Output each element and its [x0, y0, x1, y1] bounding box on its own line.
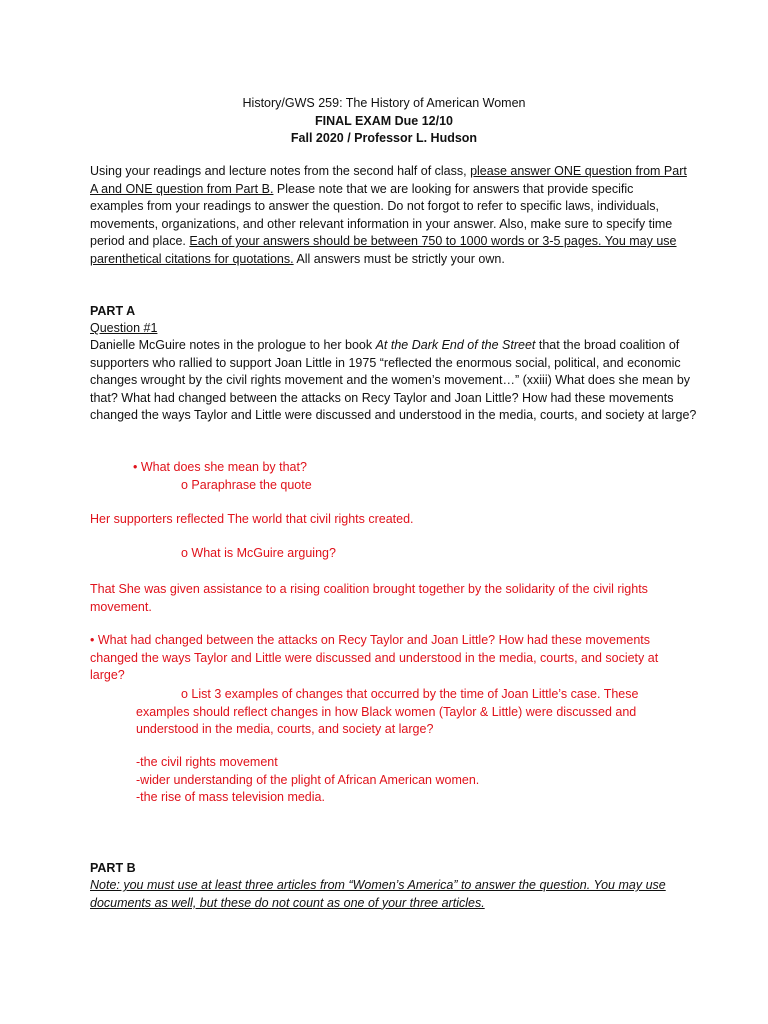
instructions-text-3: All answers must be strictly your own. [293, 251, 505, 266]
instructions-underlined-1: please answer ONE question from Part A and ONE question from Part B. [90, 164, 687, 196]
part-b-note: Note: you must use at least three articles from “Women’s America” to answer the question. You may use documents as well, but these do not count as one of your three articles. [90, 878, 666, 910]
instructions-paragraph [90, 163, 690, 268]
answer-supporters: Her supporters reflected The world that civil rights created. [90, 512, 414, 526]
bullet-what-had-changed: • What had changed between the attacks on Recy Taylor and Joan Little? How had these movements changed the ways Taylor and Little were discussed and understood in the media, courts, and society at large? [90, 633, 659, 682]
list-item: -the rise of mass television media. [136, 790, 325, 804]
instructions-underlined-2: Each of your answers should be between 750 to 1000 words or 3-5 pages. You may use parenthetical citations for quotations. [90, 234, 677, 266]
term-professor-line: Fall 2020 / Professor L. Hudson [290, 131, 478, 145]
exam-due-line: FINAL EXAM Due 12/10 [314, 113, 453, 128]
question-1-heading: Question #1 [90, 321, 158, 335]
exam-header [0, 95, 768, 148]
instructions-text-1: Using your readings and lecture notes from the second half of class, [90, 164, 471, 178]
sub-list-three-examples: o List 3 examples of changes that occurred by the time of Joan Little’s case. These examples should reflect changes in how Black women (Taylor & Little) were discussed and understood in the media, courts, and society at large? [136, 687, 639, 736]
part-b-heading: PART B [90, 861, 136, 875]
question-1-text-b: that the broad coalition of supporters who rallied to support Joan Little in 1975 “reflected the enormous social, political, and economic changes wrought by the civil rights movement and the women’s movement…” (xxiii) What does she mean by that? What had changed between the attacks on Recy Taylor and Joan Little? How had these movements changed the ways Taylor and Little were discussed and understood in the media, courts, and society at large? [90, 338, 697, 422]
instructions-text-2: Please note that we are looking for answers that provide specific examples from your readings to answer the question. Do not forgot to refer to specific laws, individuals, movements, organizations, and other relevant information in your answer. Also, make sure to specify time period and place. [90, 181, 673, 248]
part-a-heading: PART A [90, 304, 136, 318]
course-title: History/GWS 259: The History of American Women [242, 96, 526, 110]
examples-list [136, 754, 656, 807]
sub-mcguire-arguing: o What is McGuire arguing? [181, 546, 336, 560]
answer-coalition: That She was given assistance to a rising coalition brought together by the solidarity of the civil rights movement. [90, 582, 648, 614]
question-1-text [90, 337, 702, 425]
bullet-what-does-she-mean: • What does she mean by that? [133, 460, 307, 474]
book-title: At the Dark End of the Street [375, 338, 536, 352]
sub-paraphrase-quote: o Paraphrase the quote [181, 478, 312, 492]
question-1-text-a: Danielle McGuire notes in the prologue to her book [90, 338, 376, 352]
list-item: -the civil rights movement [136, 755, 278, 769]
list-item: -wider understanding of the plight of African American women. [136, 772, 480, 787]
